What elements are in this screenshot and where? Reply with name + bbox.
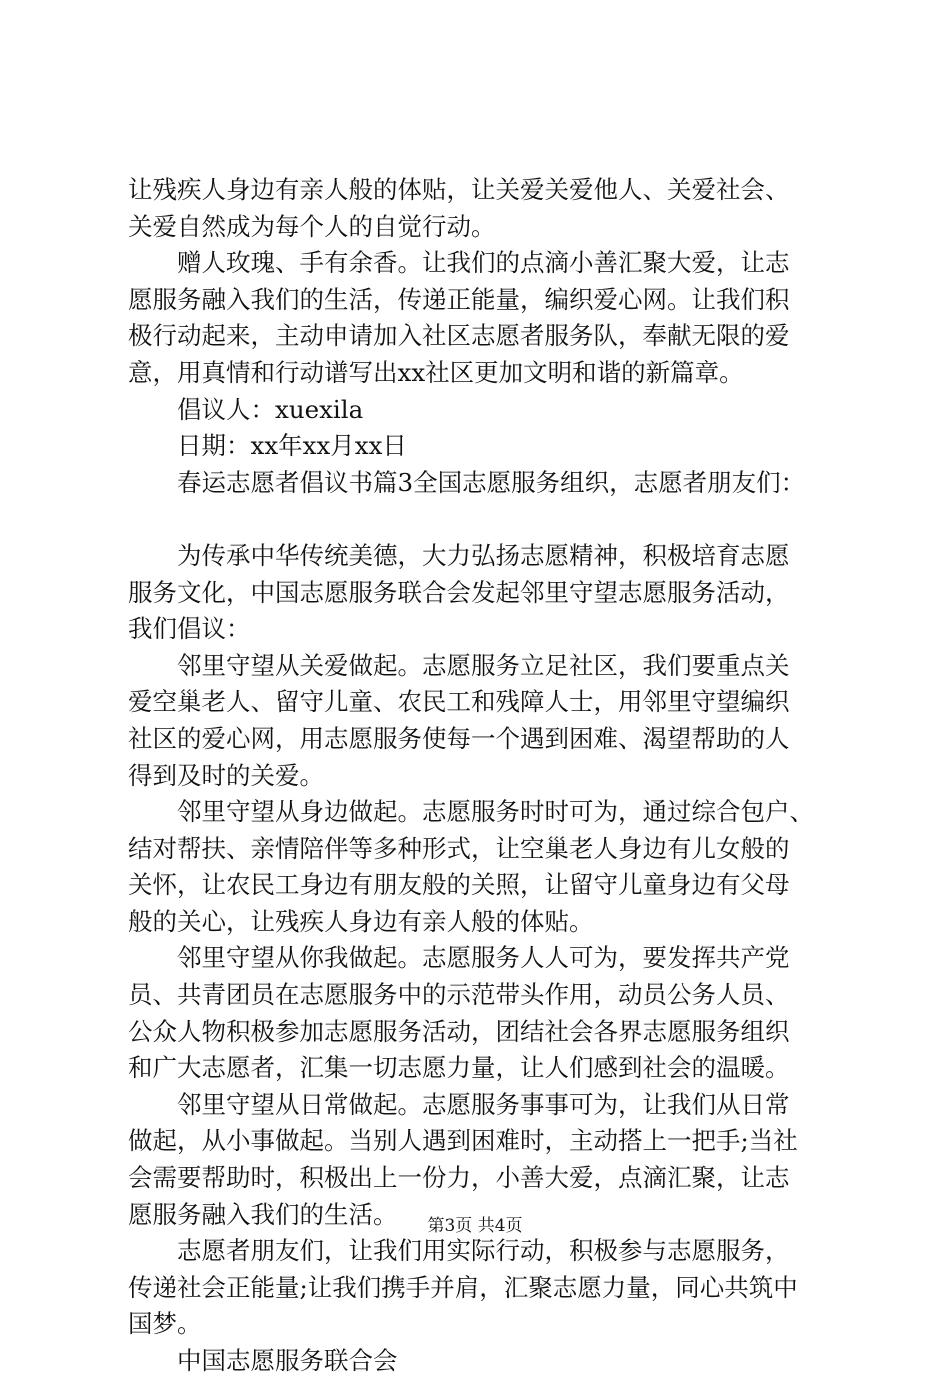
paragraph-line: 会需要帮助时，积极出上一份力，小善大爱，点滴汇聚，让志 [128, 1163, 790, 1193]
paragraph-first-line: 邻里守望从身边做起。志愿服务时时可为，通过综合包户、 [177, 797, 814, 827]
document-body [128, 172, 833, 1380]
paragraph-line: 意，用真情和行动谱写出xx社区更加文明和谐的新篇章。 [128, 357, 744, 387]
paragraph-first-line: 为传承中华传统美德，大力弘扬志愿精神，积极培育志愿 [177, 540, 790, 570]
paragraph-first-line: 邻里守望从日常做起。志愿服务事事可为，让我们从日常 [177, 1089, 790, 1119]
paragraph-line: 员、共青团员在志愿服务中的示范带头作用，动员公务人员、 [128, 980, 790, 1010]
blank-line [128, 501, 833, 538]
paragraph-first-line: 赠人玫瑰、手有余香。让我们的点滴小善汇聚大爱，让志 [177, 248, 790, 278]
paragraph-line: 传递社会正能量;让我们携手并肩，汇聚志愿力量，同心共筑中 [128, 1272, 798, 1302]
paragraph-first-line: 春运志愿者倡议书篇3全国志愿服务组织，志愿者朋友们： [177, 467, 806, 497]
paragraph-line: 服务文化，中国志愿服务联合会发起邻里守望志愿服务活动， [128, 577, 790, 607]
paragraph-first-line: 邻里守望从关爱做起。志愿服务立足社区，我们要重点关 [177, 650, 790, 680]
paragraph-line: 和广大志愿者，汇集一切志愿力量，让人们感到社会的温暖。 [128, 1053, 790, 1083]
paragraph-line: 极行动起来，主动申请加入社区志愿者服务队，奉献无限的爱 [128, 321, 790, 351]
paragraph-first-line: 倡议人：xuexila [177, 394, 364, 424]
paragraph-line: 关爱自然成为每个人的自觉行动。 [128, 211, 496, 241]
paragraph-line: 关怀，让农民工身边有朋友般的关照，让留守儿童身边有父母 [128, 870, 790, 900]
paragraph-line: 让残疾人身边有亲人般的体贴，让关爱关爱他人、关爱社会、 [128, 175, 790, 204]
paragraph-line: 得到及时的关爱。 [128, 760, 324, 790]
paragraph-first-line: 中国志愿服务联合会 [177, 1346, 398, 1375]
paragraph-line: 公众人物积极参加志愿服务活动，团结社会各界志愿服务组织 [128, 1016, 790, 1046]
paragraph-line: 我们倡议： [128, 614, 251, 644]
paragraph-line: 般的关心，让残疾人身边有亲人般的体贴。 [128, 906, 594, 936]
paragraph-line: 做起，从小事做起。当别人遇到困难时，主动搭上一把手;当社 [128, 1126, 798, 1156]
paragraph-first-line: 邻里守望从你我做起。志愿服务人人可为，要发挥共产党 [177, 943, 790, 973]
paragraph-line: 爱空巢老人、留守儿童、农民工和残障人士，用邻里守望编织 [128, 687, 790, 717]
paragraph-first-line: 日期：xx年xx月xx日 [177, 431, 407, 461]
page-footer: 第3页 共4页 [427, 1216, 523, 1236]
paragraph-first-line: 志愿者朋友们，让我们用实际行动，积极参与志愿服务， [177, 1236, 790, 1266]
paragraph-line: 结对帮扶、亲情陪伴等多种形式，让空巢老人身边有儿女般的 [128, 833, 790, 863]
paragraph-line: 社区的爱心网，用志愿服务使每一个遇到困难、渴望帮助的人 [128, 723, 790, 753]
paragraph-line: 愿服务融入我们的生活，传递正能量，编织爱心网。让我们积 [128, 284, 790, 314]
paragraph-line: 国梦。 [128, 1309, 202, 1339]
paragraph-line: 愿服务融入我们的生活。 [128, 1199, 398, 1229]
